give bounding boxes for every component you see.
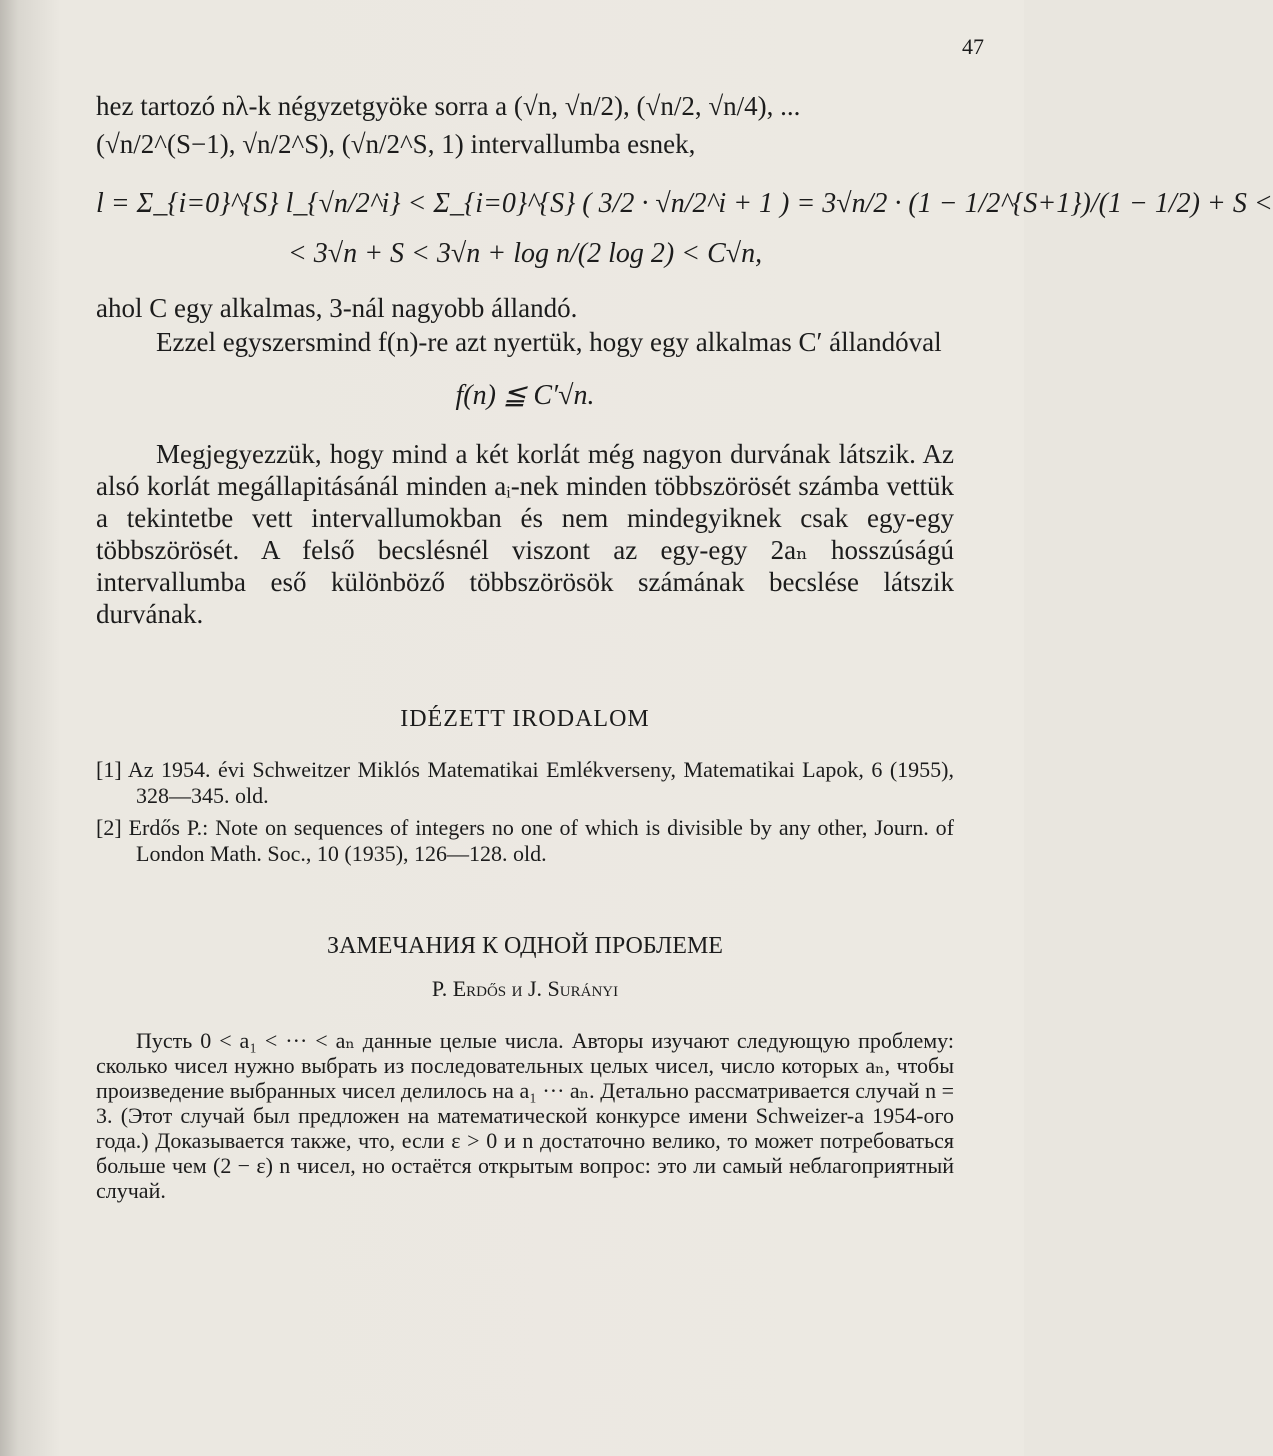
russian-summary-authors: P. Erdős и J. Surányi: [431, 976, 619, 1001]
reference-1: [1] Az 1954. évi Schweitzer Miklós Matematikai Emlékverseny, Matematikai Lapok, 6 (1955), 328—345. old.: [96, 757, 954, 808]
equation-1: l = Σ_{i=0}^{S} l_{√n/2^i} < Σ_{i=0}^{S} ( 3/2 · √n/2^i + 1 ) = 3√n/2 · (1 − 1/2^{S+1})/(1 − 1/2) + S <: [96, 188, 1273, 219]
paragraph-ezzel: Ezzel egyszersmind f(n)-re azt nyertük, hogy egy alkalmas C′ állandóval: [156, 327, 942, 357]
paragraph-ahol: ahol C egy alkalmas, 3-nál nagyobb állandó.: [96, 293, 578, 323]
reference-2: [2] Erdős P.: Note on sequences of integers no one of which is divisible by any other, Journ. of London Math. Soc., 10 (1935), 126—128. old.: [96, 815, 954, 866]
intro-line-2: (√n/2^(S−1), √n/2^S), (√n/2^S, 1) intervallumba esnek,: [96, 129, 696, 159]
russian-summary-title: ЗАМЕЧАНИЯ К ОДНОЙ ПРОБЛЕМЕ: [327, 933, 723, 959]
paragraph-megjegyezzuk: Megjegyezzük, hogy mind a két korlát még nagyon durvának látszik. Az alsó korlát megállapitásánál minden aᵢ-nek minden többszörösét számba vettük a tekintetbe vett intervallumokban és nem mindegyiknek csak egy-egy többszörösét. A felső becslésnél viszont az egy-egy 2aₙ hosszúságú intervallumba eső különböző többszörösök számának becslése látszik durvának.: [96, 439, 954, 629]
page-number: 47: [962, 34, 984, 59]
intro-line-1: hez tartozó nλ-k négyzetgyöke sorra a (√n, √n/2), (√n/2, √n/4), ...: [96, 91, 801, 121]
equation-2: < 3√n + S < 3√n + log n/(2 log 2) < C√n,: [287, 238, 763, 269]
references-title: IDÉZETT IRODALOM: [400, 706, 650, 732]
equation-3: f(n) ≦ C′√n.: [455, 380, 595, 411]
page-body: [96, 90, 1273, 1203]
russian-summary-abstract: Пусть 0 < a₁ < ··· < aₙ данные целые числа. Авторы изучают следующую проблему: сколько чисел нужно выбрать из последовательных целых чисел, число которых aₙ, чтобы произведение выбранных чисел делилось на a₁ ··· aₙ. Детально рассматривается случай n = 3. (Этот случай был предложен на математической конкурсе имени Schweizer-a 1954-ого года.) Доказывается также, что, если ε > 0 и n достаточно велико, то может потребоваться больше чем (2 − ε) n чисел, но остаётся открытым вопрос: это ли самый неблагоприятный случай.: [96, 1028, 954, 1203]
